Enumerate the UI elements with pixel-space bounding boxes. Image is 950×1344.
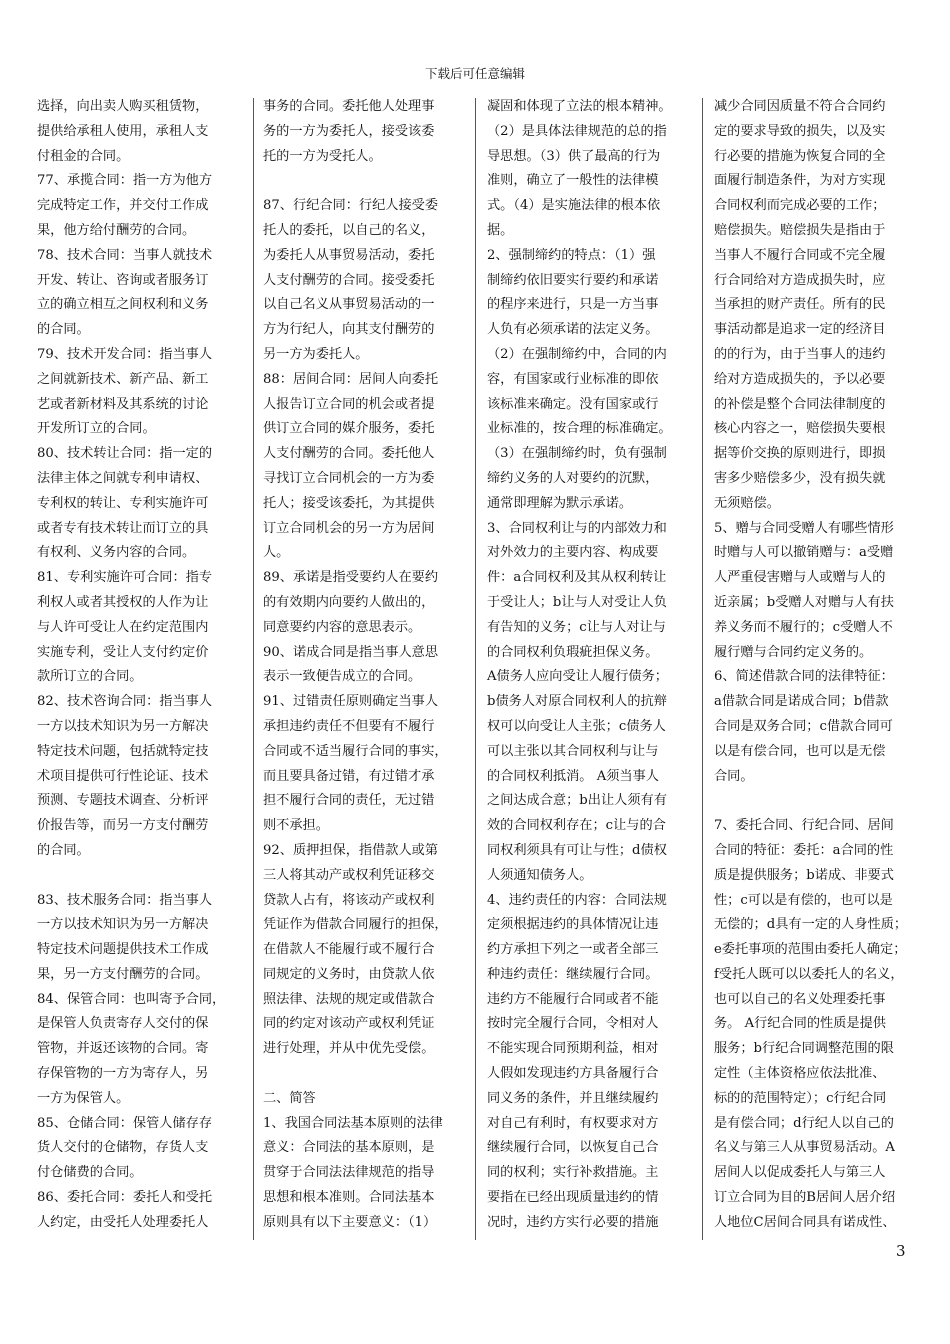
text-line: 合同权利而完成必要的工作； <box>714 198 886 214</box>
text-line: 人支付酬劳的合同。接受委托 <box>263 272 435 288</box>
text-line: 行合同给对方造成损失时，应 <box>714 272 886 288</box>
text-line: 制缔约依旧要实行要约和承诺 <box>487 272 659 288</box>
text-line: 价报告等，而另一方支付酬劳 <box>37 818 209 834</box>
text-line: 完成特定工作，并交付工作成 <box>37 198 209 214</box>
text-line: A债务人应向受让人履行债务； <box>487 669 668 685</box>
text-line: 合同。 <box>714 768 754 784</box>
text-line: 则不承担。 <box>263 818 329 834</box>
text-line: 87、行纪合同：行纪人接受委 <box>263 198 439 214</box>
text-line: 进行处理，并从中优先受偿。 <box>263 1041 435 1057</box>
text-line: 法律主体之间就专利申请权、 <box>37 470 209 486</box>
text-line: 有告知的义务；c让与人对让与 <box>487 619 666 635</box>
text-line: 存保管物的一方为寄存人，另 <box>37 1066 209 1082</box>
text-line: 的合同。 <box>37 842 90 858</box>
text-line: 82、技术咨询合同：指当事人 <box>37 694 213 710</box>
text-line <box>714 789 907 814</box>
text-line: 要指在已经出现质量违约的情 <box>487 1190 659 1206</box>
text-line: 款所订立的合同。 <box>37 669 143 685</box>
text-line: 时赠与人可以撤销赠与：a受赠 <box>714 545 894 561</box>
text-line: 特定技术问题提供技术工作成 <box>37 942 209 958</box>
text-line: 托人的委托，以自己的名义， <box>263 222 435 238</box>
text-line: 性；c可以是有偿的，也可以是 <box>714 892 893 908</box>
text-line: 人地位C居间合同具有诺成性、 <box>714 1214 896 1230</box>
text-line: （2）是具体法律规范的总的指 <box>487 123 667 139</box>
text-line: 方为行纪人，向其支付酬劳的 <box>263 322 435 338</box>
page-number: 3 <box>896 1242 906 1260</box>
text-column-2 <box>263 95 448 1236</box>
text-line: 于受让人；b让与人对受让人负 <box>487 594 667 610</box>
text-line: 务的一方为委托人，接受该委 <box>263 123 435 139</box>
text-line: 付仓储费的合同。 <box>37 1165 143 1181</box>
text-line: 的合同。 <box>37 322 90 338</box>
text-line: 面履行制造条件，为对方实现 <box>714 173 886 189</box>
text-line: 给对方造成损失的，予以必要 <box>714 371 886 387</box>
text-line: 二、简答 <box>263 1090 316 1106</box>
text-line: 4、违约责任的内容：合同法规 <box>487 892 667 908</box>
text-line: 意义：合同法的基本原则，是 <box>263 1140 435 1156</box>
column-divider <box>702 98 703 1240</box>
text-line: 无须赔偿。 <box>714 495 780 511</box>
text-line: 无偿的；d具有一定的人身性质； <box>714 917 908 933</box>
text-line: 质是提供服务；b诺成、非要式 <box>714 867 894 883</box>
text-line: 有权利、义务内容的合同。 <box>37 545 196 561</box>
page-header: 下载后可任意编辑 <box>424 66 525 81</box>
text-line: 事务的合同。委托他人处理事 <box>263 99 435 114</box>
text-line: 3、合同权利让与的内部效力和 <box>487 520 667 536</box>
column-divider <box>253 98 254 1240</box>
text-line <box>37 864 225 889</box>
text-line: 90、诺成合同是指当事人意思 <box>263 644 439 660</box>
text-line: 托的一方为受托人。 <box>263 148 382 164</box>
text-line: 订立合同机会的另一方为居间 <box>263 520 435 536</box>
text-line: 名义与第三人从事贸易活动。A <box>714 1140 895 1156</box>
text-line: 的程序来进行，只是一方当事 <box>487 297 659 313</box>
text-line: 通常即理解为默示承诺。 <box>487 495 633 511</box>
text-line: 况时，违约方实行必要的措施 <box>487 1214 659 1230</box>
text-line: 为委托人从事贸易活动，委托 <box>263 247 435 263</box>
text-line: 件：a合同权利及其从权利转让 <box>487 570 667 586</box>
text-line: 利权人或者其授权的人作为让 <box>37 594 209 610</box>
text-line: 是有偿合同；d行纪人以自己的 <box>714 1115 894 1131</box>
text-line: 92、质押担保，指借款人或第 <box>263 842 439 858</box>
text-line: 提供给承租人使用，承租人支 <box>37 123 209 139</box>
text-line: 同规定的义务时，由贷款人依 <box>263 966 435 982</box>
text-line: 特定技术问题，包括就特定技 <box>37 743 209 759</box>
text-line: 的补偿是整个合同法律制度的 <box>714 396 886 412</box>
text-line <box>263 169 448 194</box>
text-line: 履行赠与合同约定义务的。 <box>714 644 873 660</box>
text-line: 标的的范围特定）；c行纪合同 <box>714 1090 887 1106</box>
text-line: 人约定，由受托人处理委托人 <box>37 1214 209 1230</box>
text-line: 可以主张以其合同权利与让与 <box>487 743 659 759</box>
text-line: 同意要约内容的意思表示。 <box>263 619 422 635</box>
text-line: 核心内容之一，赔偿损失要根 <box>714 421 886 437</box>
text-line: 人假如发现违约方具备履行合 <box>487 1066 659 1082</box>
text-line: 寻找订立合同机会的一方为委 <box>263 470 435 486</box>
text-line: 79、技术开发合同：指当事人 <box>37 346 213 362</box>
text-line: 托人；接受该委托，为其提供 <box>263 495 435 511</box>
text-line: 86、委托合同：委托人和受托 <box>37 1190 213 1206</box>
text-line: 2、强制缔约的特点：（1）强 <box>487 247 656 263</box>
text-line: 88：居间合同：居间人向委托 <box>263 371 439 387</box>
text-line: 5、赠与合同受赠人有哪些情形 <box>714 520 894 536</box>
text-line: 85、仓储合同：保管人储存存 <box>37 1115 213 1131</box>
text-line: 人报告订立合同的机会或者提 <box>263 396 435 412</box>
text-line: 预测、专题技术调查、分析评 <box>37 793 209 809</box>
text-line: 果，他方给付酬劳的合同。 <box>37 222 196 238</box>
text-line: 服务；b行纪合同调整范围的限 <box>714 1041 894 1057</box>
text-line: 定须根据违约的具体情况让违 <box>487 917 659 933</box>
text-line: 近亲属；b受赠人对赠与人有扶 <box>714 594 894 610</box>
text-line: 一方以技术知识为另一方解决 <box>37 718 209 734</box>
text-line: 是保管人负责寄存人交付的保 <box>37 1016 209 1032</box>
text-line: 对自己有利时，有权要求对方 <box>487 1115 659 1131</box>
text-line: 照法律、法规的规定或借款合 <box>263 991 435 1007</box>
text-line: a借款合同是诺成合同；b借款 <box>714 694 889 710</box>
text-line: 人。 <box>263 545 290 561</box>
text-line: 合同是双务合同；c借款合同可 <box>714 718 893 734</box>
text-line: 艺或者新材料及其系统的讨论 <box>37 396 209 412</box>
text-column-3 <box>487 95 672 1236</box>
text-line: 当承担的财产责任。所有的民 <box>714 297 886 313</box>
text-line: 人须通知债务人。 <box>487 867 593 883</box>
text-line: 按时完全履行合同，令相对人 <box>487 1016 659 1032</box>
text-line: 人负有必须承诺的法定义务。 <box>487 322 659 338</box>
text-line: 种违约责任：继续履行合同。 <box>487 966 659 982</box>
text-line: 而且要具备过错，有过错才承 <box>263 768 435 784</box>
text-line: 的合同权利负瑕疵担保义务。 <box>487 644 659 660</box>
text-line: 约方承担下列之一或者全部三 <box>487 942 659 958</box>
text-line: 思想和根本准则。合同法基本 <box>263 1190 435 1206</box>
text-line: 继续履行合同，以恢复自己合 <box>487 1140 659 1156</box>
text-line: 效的合同权利存在；c让与的合 <box>487 818 666 834</box>
text-line: 77、承揽合同：指一方为他方 <box>37 173 213 189</box>
text-line: 实施专利，受让人支付约定价 <box>37 644 209 660</box>
column-divider <box>475 98 476 1240</box>
text-line: 同的约定对该动产或权利凭证 <box>263 1016 435 1032</box>
text-line: 容，有国家或行业标准的即依 <box>487 371 659 387</box>
text-line: 行必要的措施为恢复合同的全 <box>714 148 886 164</box>
text-line: 同义务的条件，并且继续履约 <box>487 1090 659 1106</box>
text-line: 果，另一方支付酬劳的合同。 <box>37 966 209 982</box>
text-line: 凝固和体现了立法的根本精神。 <box>487 99 672 114</box>
text-line: 84、保管合同：也叫寄予合同， <box>37 991 226 1007</box>
text-column-4 <box>714 95 907 1236</box>
text-line: 的有效期内向要约人做出的， <box>263 594 435 610</box>
text-line: 违约方不能履行合同或者不能 <box>487 991 659 1007</box>
text-line: 术项目提供可行性论证、技术 <box>37 768 209 784</box>
text-line: 专利权的转让、专利实施许可 <box>37 495 209 511</box>
text-line: 养义务而不履行的；c受赠人不 <box>714 619 893 635</box>
text-line: 赔偿损失。赔偿损失是指由于 <box>714 222 886 238</box>
text-line: 对外效力的主要内容、构成要 <box>487 545 659 561</box>
text-line: 78、技术合同：当事人就技术 <box>37 247 213 263</box>
text-line: 权可以向受让人主张；c债务人 <box>487 718 666 734</box>
text-line: 减少合同因质量不符合合同约 <box>714 99 886 114</box>
text-line: 81、专利实施许可合同：指专 <box>37 570 213 586</box>
text-line <box>263 1062 448 1087</box>
text-line: 83、技术服务合同：指当事人 <box>37 892 213 908</box>
text-line: 供订立合同的媒介服务，委托 <box>263 421 435 437</box>
text-line: 另一方为委托人。 <box>263 346 369 362</box>
text-line: 不能实现合同预期利益，相对 <box>487 1041 659 1057</box>
text-line: 合同的特征：委托：a合同的性 <box>714 842 894 858</box>
text-line: 一方以技术知识为另一方解决 <box>37 917 209 933</box>
text-line: （2）在强制缔约中，合同的内 <box>487 346 667 362</box>
text-line: 80、技术转让合同：指一定的 <box>37 446 213 462</box>
text-line: 在借款人不能履行或不履行合 <box>263 942 435 958</box>
text-line: 选择，向出卖人购买租赁物， <box>37 99 209 114</box>
text-line: 之间达成合意；b出让人须有有 <box>487 793 667 809</box>
text-line: 定的要求导致的损失，以及实 <box>714 123 886 139</box>
text-line: 导思想。（3）供了最高的行为 <box>487 148 661 164</box>
text-line: 人严重侵害赠与人或赠与人的 <box>714 570 886 586</box>
text-line: 原则具有以下主要意义：（1） <box>263 1214 437 1230</box>
text-line: 据。 <box>487 222 514 238</box>
text-line: 管物，并返还该物的合同。寄 <box>37 1041 209 1057</box>
text-line: 据等价交换的原则进行，即损 <box>714 446 886 462</box>
text-line: 式。（4）是实施法律的根本依 <box>487 198 661 214</box>
text-line: 同权利须具有可让与性；d债权 <box>487 842 667 858</box>
text-line: 付租金的合同。 <box>37 148 130 164</box>
text-line: 当事人不履行合同或不完全履 <box>714 247 886 263</box>
text-line: 凭证作为借款合同履行的担保， <box>263 917 448 933</box>
text-line: 三人将其动产或权利凭证移交 <box>263 867 435 883</box>
text-line: 贯穿于合同法法律规范的指导 <box>263 1165 435 1181</box>
text-line: 表示一致便告成立的合同。 <box>263 669 422 685</box>
text-line: （3）在强制缔约时，负有强制 <box>487 446 667 462</box>
text-line: 该标准来确定。没有国家或行 <box>487 396 659 412</box>
text-line: e委托事项的范围由委托人确定； <box>714 942 907 958</box>
text-line: 人支付酬劳的合同。委托他人 <box>263 446 435 462</box>
text-line: 与人许可受让人在约定范围内 <box>37 619 209 635</box>
text-line: 也可以自己的名义处理委托事 <box>714 991 886 1007</box>
text-line: 事活动都是追求一定的经济目 <box>714 322 886 338</box>
text-line: 立的确立相互之间权利和义务 <box>37 297 209 313</box>
text-line: 的的行为，由于当事人的违约 <box>714 346 886 362</box>
text-line: 开发、转让、咨询或者服务订 <box>37 272 209 288</box>
text-line: 担不履行合同的责任，无过错 <box>263 793 435 809</box>
text-line: 定性（主体资格应依法批准、 <box>714 1066 886 1082</box>
text-line: 订立合同为目的B居间人居介绍 <box>714 1190 896 1206</box>
text-line: 91、过错责任原则确定当事人 <box>263 694 439 710</box>
text-column-1 <box>37 95 225 1236</box>
text-line: 89、承诺是指受要约人在要约 <box>263 570 439 586</box>
text-line: 以是有偿合同，也可以是无偿 <box>714 743 886 759</box>
text-line: 的合同权利抵消。 A须当事人 <box>487 768 659 784</box>
text-line: 一方为保管人。 <box>37 1090 130 1106</box>
text-line: 承担违约责任不但要有不履行 <box>263 718 435 734</box>
text-line: 业标准的，按合理的标准确定。 <box>487 421 672 437</box>
text-line: 缔约义务的人对要约的沉默， <box>487 470 659 486</box>
text-line: 务。 A行纪合同的性质是提供 <box>714 1016 886 1032</box>
text-line: 或者专有技术转让而订立的具 <box>37 520 209 536</box>
text-line: 6、简述借款合同的法律特征： <box>714 669 894 685</box>
text-line: 合同或不适当履行合同的事实， <box>263 743 448 759</box>
text-line: 害多少赔偿多少，没有损失就 <box>714 470 886 486</box>
text-line: f受托人既可以以委托人的名义， <box>714 966 904 982</box>
text-line: 准则，确立了一般性的法律模 <box>487 173 659 189</box>
text-line: 之间就新技术、新产品、新工 <box>37 371 209 387</box>
text-line: 居间人以促成委托人与第三人 <box>714 1165 886 1181</box>
text-line: 1、我国合同法基本原则的法律 <box>263 1115 443 1131</box>
text-line: 开发所订立的合同。 <box>37 421 156 437</box>
text-line: 以自己名义从事贸易活动的一 <box>263 297 435 313</box>
text-line: 同的权利；实行补救措施。主 <box>487 1165 659 1181</box>
text-line: 7、委托合同、行纪合同、居间 <box>714 818 894 834</box>
text-line: 贷款人占有，将该动产或权利 <box>263 892 435 908</box>
text-line: 货人交付的仓储物，存货人支 <box>37 1140 209 1156</box>
text-line: b债务人对原合同权利人的抗辩 <box>487 694 667 710</box>
